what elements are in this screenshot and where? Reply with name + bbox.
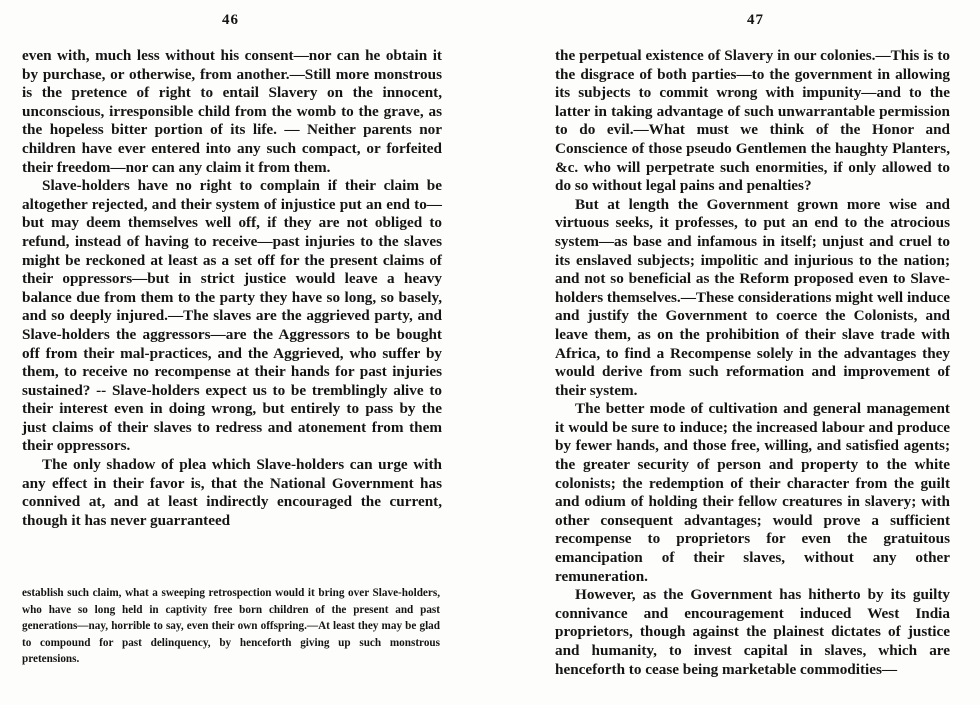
- page-body: [555, 47, 950, 679]
- paragraph: Slave-holders have no right to complain if their claim be altogether rejected, and their system of injustice put an end to—but may deem themselves well off, if they are not obliged to refund, instead of having to receive—past injuries to the slaves might be reckoned at least as a set off for the present claims of their oppressors—but in strict justice would leave a heavy balance due from them to the party they have so long, so basely, and so deeply injured.—The slaves are the aggrieved party, and Slave-holders the aggressors—are the Aggressors to be bought off from their mal-practices, and the Aggrieved, who suffer by them, to receive no recompense at their hands for past injuries sustained? -- Slave-holders expect us to be tremblingly alive to their interest even in doing wrong, but entirely to pass by the just claims of their slaves to redress and atonement from them their oppressors.: [22, 177, 442, 455]
- page-body: [22, 47, 442, 530]
- footnote: [22, 585, 440, 668]
- paragraph: But at length the Government grown more wise and virtuous seeks, it professes, to put an end to the atrocious system—as base and infamous in itself; unjust and cruel to its enslaved subjects; impolitic and injurious to the nation; and not so beneficial as the Reform proposed even to Slave-holders themselves.—These considerations might well induce and justify the Government to coerce the Colonists, and leave them, as on the prohibition of their slave trade with Africa, to find a Recompense solely in the advantages they would derive from such reformation and improvement of their system.: [555, 195, 950, 399]
- paragraph: However, as the Government has hitherto by its guilty connivance and encouragement induced West India proprietors, though against the plainest dictates of justice and humanity, to invest capital in slaves, which are henceforth to cease being marketable commodities—: [555, 586, 950, 678]
- paragraph: the perpetual existence of Slavery in our colonies.—This is to the disgrace of both parties—to the government in allowing its subjects to commit wrong with impunity—and to the latter in taking advantage of such unwarrantable permission to do evil.—What must we think of the Honor and Conscience of those pseudo Gentlemen the haughty Planters, &c. who will perpetrate such enormities, if only allowed to do so without legal pains and penalties?: [555, 47, 950, 195]
- paragraph: The only shadow of plea which Slave-holders can urge with any effect in their favor is, that the National Government has connived at, and at least indirectly encouraged the current, though it has never guarranteed: [22, 456, 442, 529]
- page-number: 46: [222, 12, 239, 28]
- paragraph: even with, much less without his consent—nor can he obtain it by purchase, or otherwise, from another.—Still more monstrous is the pretence of right to entail Slavery on the innocent, unconscious, irresponsible child from the womb to the grave, as the hopeless bitter portion of its life. — Neither parents nor children have ever entered into any such compact, or forfeited their freedom—nor can any claim it from them.: [22, 47, 442, 176]
- footnote-text: establish such claim, what a sweeping retrospection would it bring over Slave-holders, who have so long held in captivity free born children of the present and past generations—nay, horrible to say, even their own offspring.—At least they may be glad to compound for past delinquency, by henceforth giving up such monstrous pretensions.: [22, 587, 440, 666]
- paragraph: The better mode of cultivation and general management it would be sure to induce; the increased labour and produce by fewer hands, and those free, willing, and satisfied agents; the greater security of person and property to the white colonists; the redemption of their character from the guilt and odium of holding their fellow creatures in slavery; with other consequent advantages; would prove a sufficient recompense to proprietors for even the gratuitous emancipation of their slaves, without any other remuneration.: [555, 400, 950, 585]
- page-number: 47: [747, 12, 764, 28]
